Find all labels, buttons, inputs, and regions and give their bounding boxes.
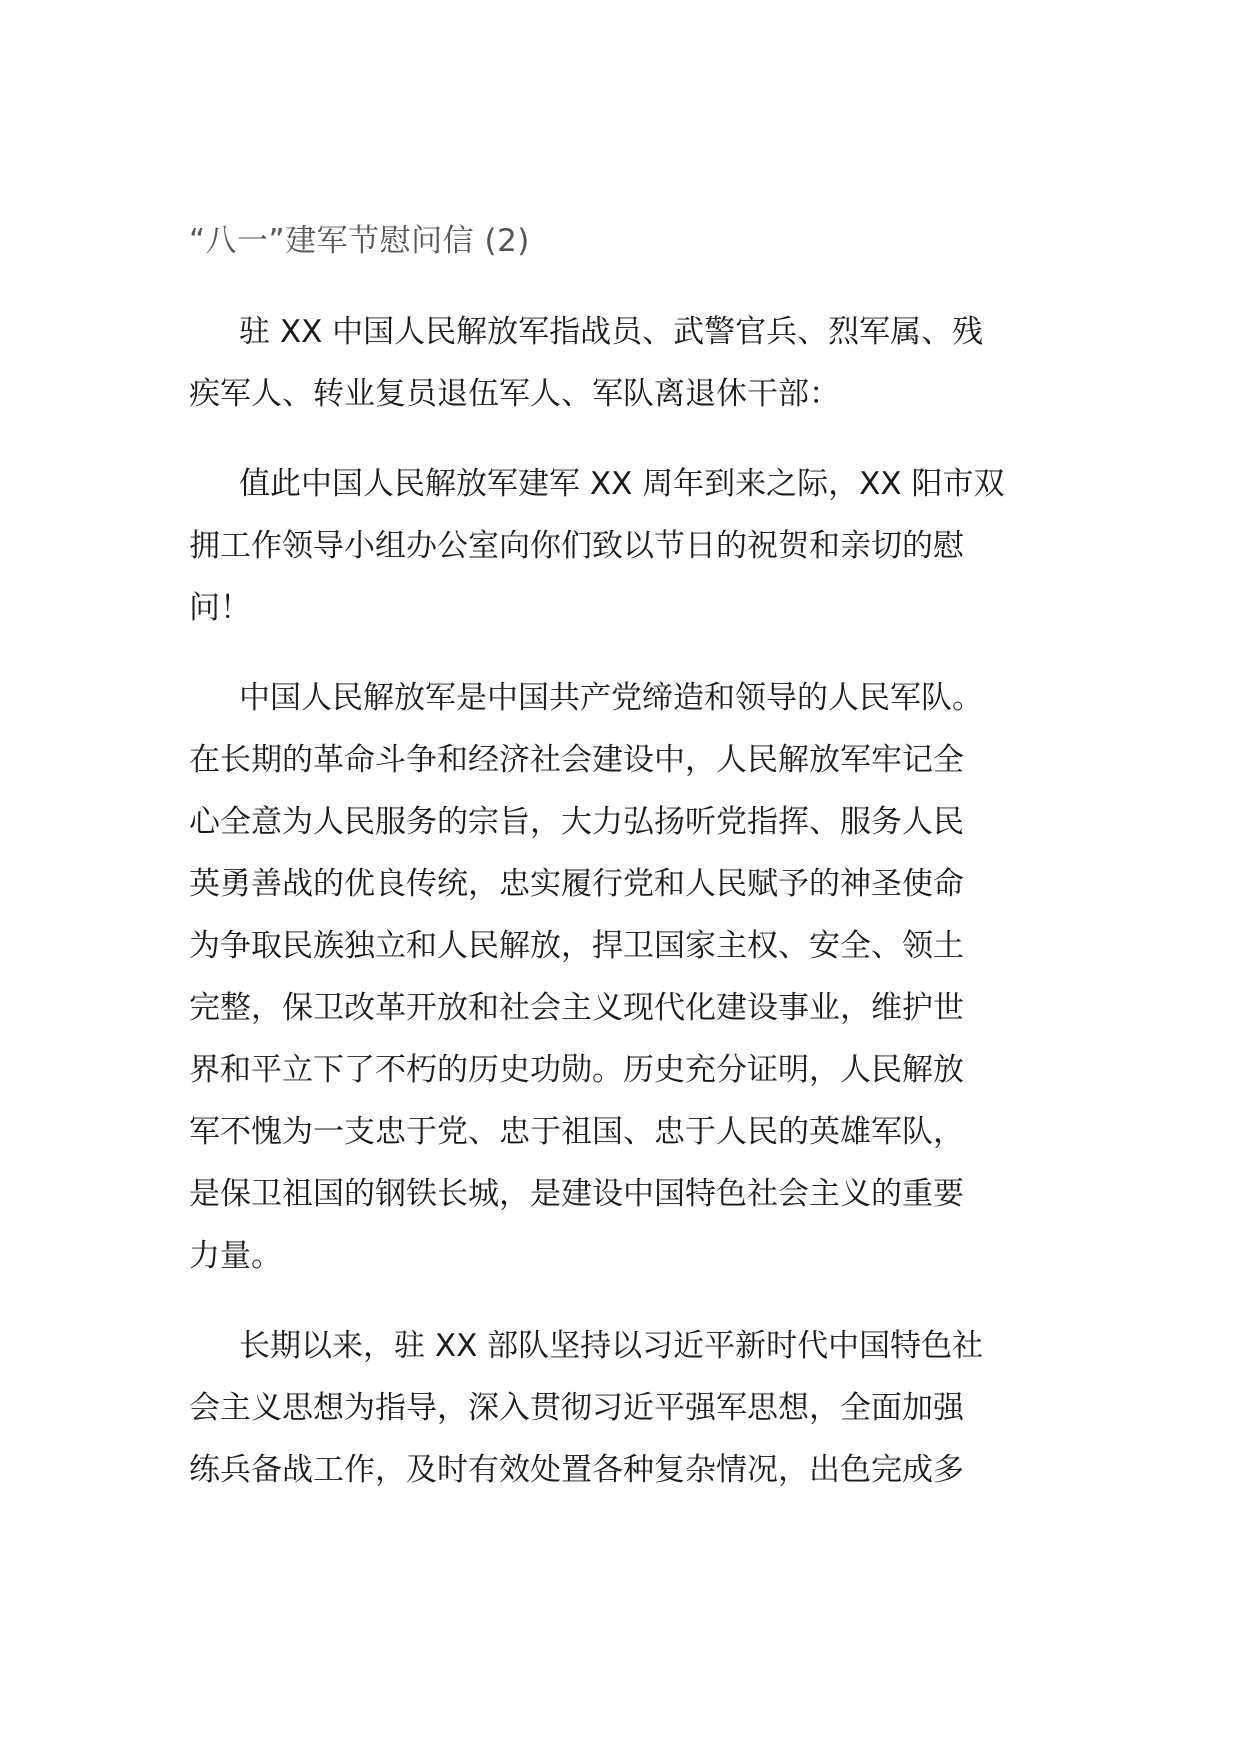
text-line: 军不愧为一支忠于党、忠于祖国、忠于人民的英雄军队，	[189, 1114, 964, 1150]
text-line: 值此中国人民解放军建军 XX 周年到来之际，XX 阳市双	[239, 466, 1005, 502]
document-title: “八一”建军节慰问信 (2)	[189, 223, 530, 259]
text-line: 驻 XX 中国人民解放军指战员、武警官兵、烈军属、残	[239, 314, 984, 350]
text-line: 心全意为人民服务的宗旨，大力弘扬听党指挥、服务人民	[189, 804, 964, 840]
text-line: 问！	[189, 590, 251, 626]
text-line: 界和平立下了不朽的历史功勋。历史充分证明，人民解放	[189, 1052, 964, 1088]
text-line: 疾军人、转业复员退伍军人、军队离退休干部：	[189, 376, 840, 412]
text-line: 为争取民族独立和人民解放，捍卫国家主权、安全、领土	[189, 928, 964, 964]
text-line: 英勇善战的优良传统，忠实履行党和人民赋予的神圣使命	[189, 866, 964, 902]
text-line: 中国人民解放军是中国共产党缔造和领导的人民军队。	[239, 680, 983, 716]
text-line: 练兵备战工作，及时有效处置各种复杂情况，出色完成多	[189, 1452, 964, 1488]
text-line: 力量。	[189, 1238, 282, 1274]
text-line: 会主义思想为指导，深入贯彻习近平强军思想，全面加强	[189, 1390, 964, 1426]
text-line: 在长期的革命斗争和经济社会建设中，人民解放军牢记全	[189, 742, 964, 778]
text-line: 是保卫祖国的钢铁长城，是建设中国特色社会主义的重要	[189, 1176, 964, 1212]
text-line: 完整，保卫改革开放和社会主义现代化建设事业，维护世	[189, 990, 964, 1026]
text-line: 拥工作领导小组办公室向你们致以节日的祝贺和亲切的慰	[189, 528, 964, 564]
text-line: 长期以来，驻 XX 部队坚持以习近平新时代中国特色社	[239, 1328, 984, 1364]
